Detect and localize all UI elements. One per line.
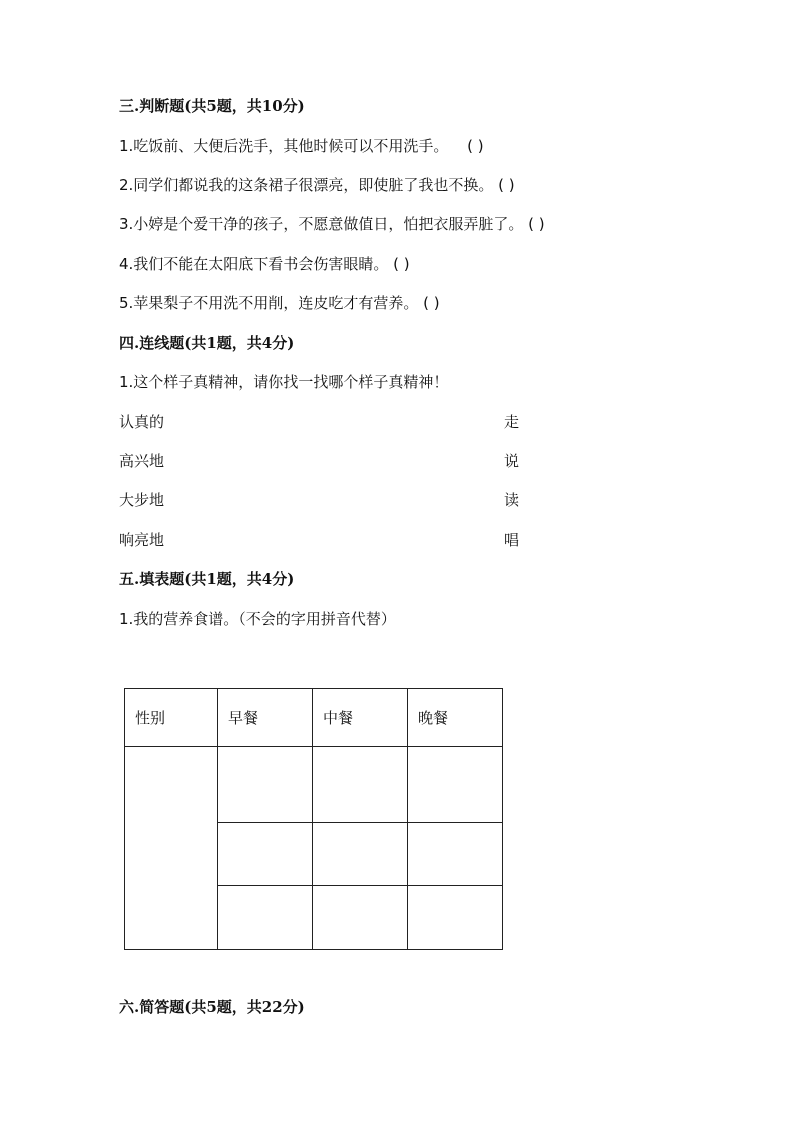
match-right-item[interactable]: 唱 [504, 531, 520, 549]
section-5-heading: 五.填表题(共1题，共4分) [119, 570, 295, 588]
match-left-item[interactable]: 高兴地 [119, 452, 165, 470]
table-row [125, 747, 503, 823]
match-left-item[interactable]: 响亮地 [119, 531, 165, 549]
lunch-cell[interactable] [313, 747, 408, 823]
table-header-row [125, 689, 503, 747]
judge-question-1 [119, 136, 484, 156]
header-breakfast: 早餐 [218, 689, 313, 747]
header-gender: 性别 [125, 689, 218, 747]
answer-blank[interactable]: ( ) [393, 255, 410, 273]
question-text: 3.小婷是个爱干净的孩子，不愿意做值日，怕把衣服弄脏了。 [119, 215, 524, 233]
header-lunch: 中餐 [313, 689, 408, 747]
match-right-item[interactable]: 读 [504, 491, 520, 509]
match-left-item[interactable]: 认真的 [119, 413, 165, 431]
question-text: 4.我们不能在太阳底下看书会伤害眼睛。 [119, 255, 389, 273]
breakfast-cell[interactable] [218, 886, 313, 950]
question-text: 2.同学们都说我的这条裙子很漂亮，即使脏了我也不换。 [119, 176, 494, 194]
answer-blank[interactable]: ( ) [528, 215, 545, 233]
match-right-item[interactable]: 说 [504, 452, 520, 470]
breakfast-cell[interactable] [218, 823, 313, 886]
header-dinner: 晚餐 [408, 689, 503, 747]
table-question: 1.我的营养食谱。（不会的字用拼音代替） [119, 610, 396, 628]
section-3-heading: 三.判断题(共5题，共10分) [119, 97, 305, 115]
breakfast-cell[interactable] [218, 747, 313, 823]
match-left-item[interactable]: 大步地 [119, 491, 165, 509]
gender-cell[interactable] [125, 747, 218, 950]
question-text: 5.苹果梨子不用洗不用削，连皮吃才有营养。 [119, 294, 419, 312]
section-4-heading: 四.连线题(共1题，共4分) [119, 334, 295, 352]
answer-blank[interactable]: ( ) [467, 137, 484, 155]
match-right-item[interactable]: 走 [504, 413, 520, 431]
nutrition-menu-table [124, 688, 503, 950]
lunch-cell[interactable] [313, 823, 408, 886]
question-text: 1.吃饭前、大便后洗手，其他时候可以不用洗手。 [119, 137, 449, 155]
judge-question-5 [119, 293, 440, 313]
matching-question: 1.这个样子真精神，请你找一找哪个样子真精神！ [119, 373, 449, 391]
judge-question-3 [119, 214, 545, 234]
dinner-cell[interactable] [408, 886, 503, 950]
judge-question-4 [119, 254, 410, 274]
answer-blank[interactable]: ( ) [423, 294, 440, 312]
dinner-cell[interactable] [408, 823, 503, 886]
judge-question-2 [119, 175, 515, 195]
dinner-cell[interactable] [408, 747, 503, 823]
answer-blank[interactable]: ( ) [498, 176, 515, 194]
section-6-heading: 六.简答题(共5题，共22分) [119, 998, 305, 1016]
lunch-cell[interactable] [313, 886, 408, 950]
